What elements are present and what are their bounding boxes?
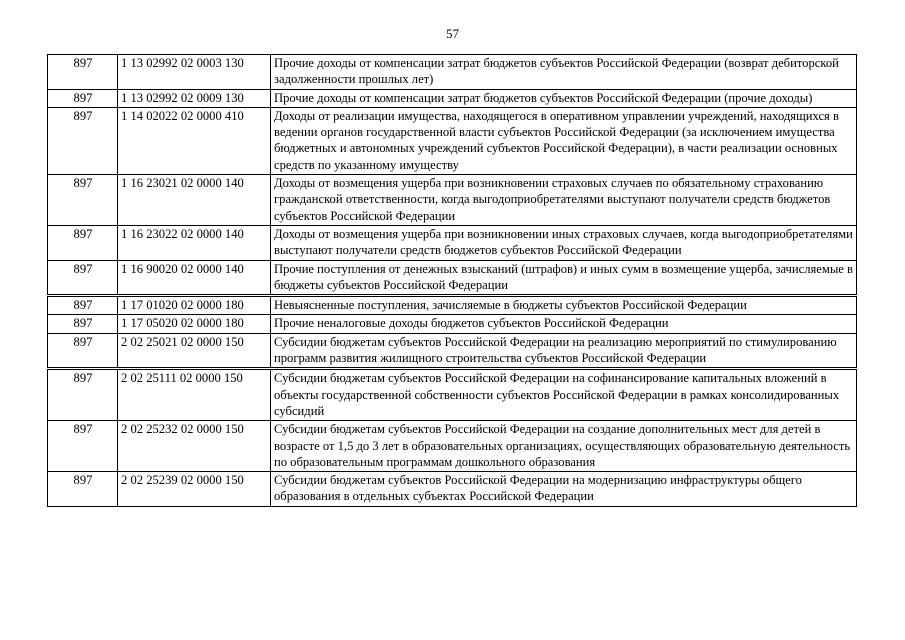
admin-code-cell: 897 xyxy=(48,260,118,296)
admin-code-cell: 897 xyxy=(48,107,118,174)
classification-code-cell: 1 13 02992 02 0009 130 xyxy=(118,89,271,107)
classification-code-cell: 1 16 23022 02 0000 140 xyxy=(118,225,271,260)
classification-code-cell: 1 13 02992 02 0003 130 xyxy=(118,55,271,90)
income-name-cell: Прочие неналоговые доходы бюджетов субъектов Российской Федерации xyxy=(271,315,857,333)
admin-code-cell: 897 xyxy=(48,296,118,315)
table-row xyxy=(48,369,857,421)
classification-code-cell: 1 16 90020 02 0000 140 xyxy=(118,260,271,296)
admin-code-cell: 897 xyxy=(48,175,118,226)
admin-code-cell: 897 xyxy=(48,421,118,472)
income-name-cell: Доходы от возмещения ущерба при возникновении иных страховых случаев, когда выгодоприобретателями выступают получатели средств бюджетов субъектов Российской Федерации xyxy=(271,225,857,260)
table-row xyxy=(48,421,857,472)
table-row xyxy=(48,55,857,90)
income-name-cell: Субсидии бюджетам субъектов Российской Федерации на создание дополнительных мест для детей в возрасте от 1,5 до 3 лет в образовательных организациях, осуществляющих образовательную деятельность по образовательным программам дошкольного образования xyxy=(271,421,857,472)
table-row xyxy=(48,315,857,333)
admin-code-cell: 897 xyxy=(48,225,118,260)
classification-code-cell: 2 02 25021 02 0000 150 xyxy=(118,333,271,369)
table-body xyxy=(48,55,857,507)
table-row xyxy=(48,175,857,226)
admin-code-cell: 897 xyxy=(48,315,118,333)
classification-code-cell: 2 02 25111 02 0000 150 xyxy=(118,369,271,421)
admin-code-cell: 897 xyxy=(48,369,118,421)
income-name-cell: Прочие доходы от компенсации затрат бюджетов субъектов Российской Федерации (возврат дебиторской задолженности прошлых лет) xyxy=(271,55,857,90)
table-row xyxy=(48,260,857,296)
table-row xyxy=(48,89,857,107)
table-row xyxy=(48,333,857,369)
admin-code-cell: 897 xyxy=(48,89,118,107)
table-row xyxy=(48,296,857,315)
table-row xyxy=(48,225,857,260)
income-name-cell: Доходы от возмещения ущерба при возникновении страховых случаев по обязательному страхованию гражданской ответственности, когда выгодоприобретателями выступают получатели средств бюджетов субъектов Российской Федерации xyxy=(271,175,857,226)
income-name-cell: Прочие поступления от денежных взысканий (штрафов) и иных сумм в возмещение ущерба, зачисляемые в бюджеты субъектов Российской Федерации xyxy=(271,260,857,296)
table-row xyxy=(48,107,857,174)
income-name-cell: Субсидии бюджетам субъектов Российской Федерации на реализацию мероприятий по стимулированию программ развития жилищного строительства субъектов Российской Федерации xyxy=(271,333,857,369)
classification-code-cell: 1 14 02022 02 0000 410 xyxy=(118,107,271,174)
page-number: 57 xyxy=(446,26,459,41)
classification-code-cell: 1 17 05020 02 0000 180 xyxy=(118,315,271,333)
admin-code-cell: 897 xyxy=(48,333,118,369)
income-codes-table xyxy=(47,54,857,507)
admin-code-cell: 897 xyxy=(48,55,118,90)
classification-code-cell: 2 02 25239 02 0000 150 xyxy=(118,472,271,507)
classification-code-cell: 1 16 23021 02 0000 140 xyxy=(118,175,271,226)
income-name-cell: Невыясненные поступления, зачисляемые в бюджеты субъектов Российской Федерации xyxy=(271,296,857,315)
admin-code-cell: 897 xyxy=(48,472,118,507)
income-name-cell: Прочие доходы от компенсации затрат бюджетов субъектов Российской Федерации (прочие доходы) xyxy=(271,89,857,107)
table-row xyxy=(48,472,857,507)
income-name-cell: Субсидии бюджетам субъектов Российской Федерации на софинансирование капитальных вложений в объекты государственной собственности субъектов Российской Федерации в рамках консолидированных субсидий xyxy=(271,369,857,421)
income-name-cell: Доходы от реализации имущества, находящегося в оперативном управлении учреждений, находящихся в ведении органов государственной власти субъектов Российской Федерации (за исключением имущества бюджетных и автономных учреждений субъектов Российской Федерации), в части реализации основных средств по указанному имуществу xyxy=(271,107,857,174)
income-name-cell: Субсидии бюджетам субъектов Российской Федерации на модернизацию инфраструктуры общего образования в отдельных субъектах Российской Федерации xyxy=(271,472,857,507)
classification-code-cell: 1 17 01020 02 0000 180 xyxy=(118,296,271,315)
classification-code-cell: 2 02 25232 02 0000 150 xyxy=(118,421,271,472)
